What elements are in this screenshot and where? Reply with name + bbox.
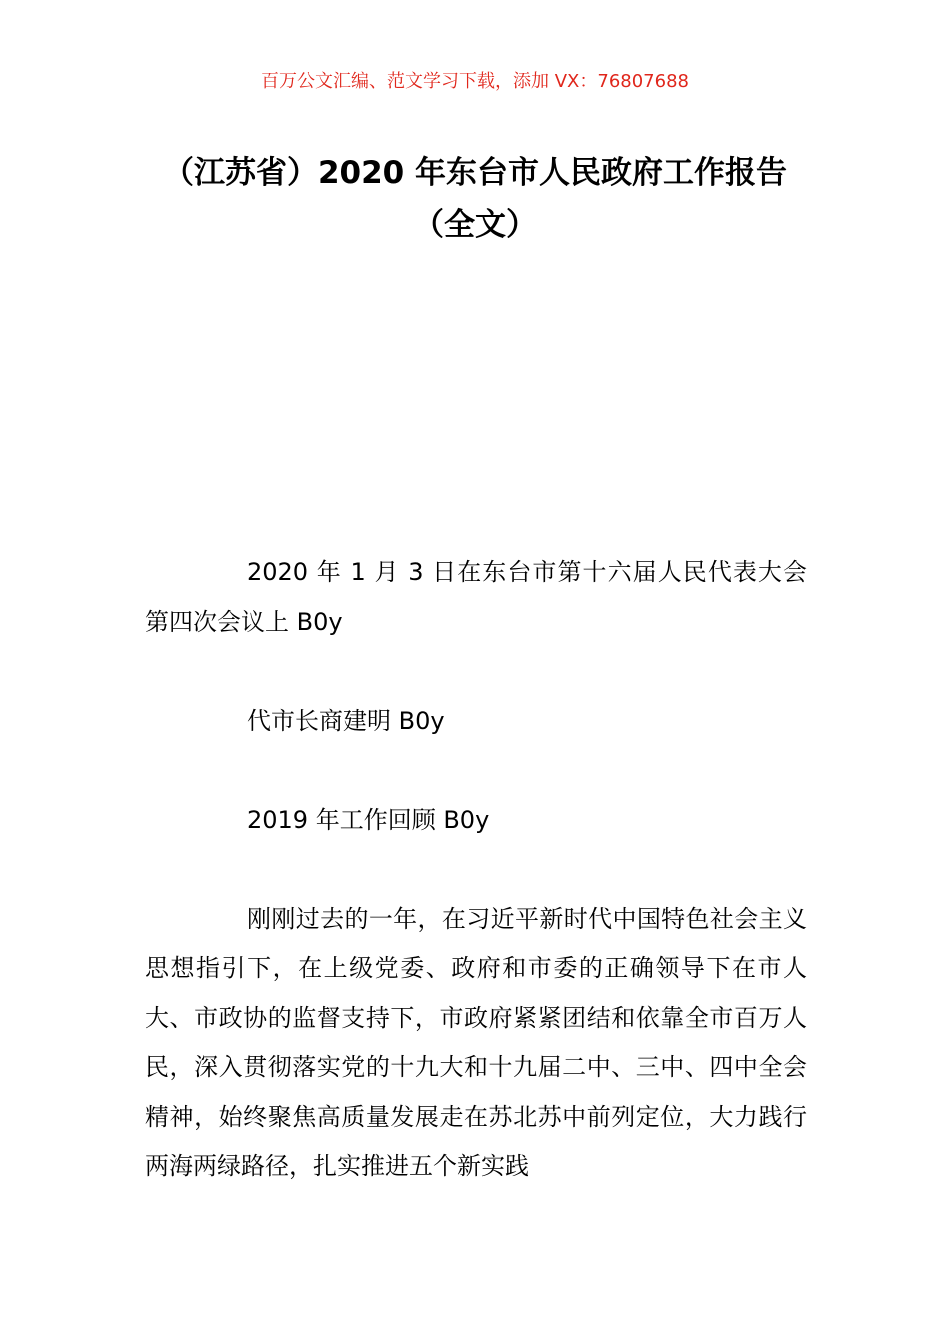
section-heading-paragraph: 2019 年工作回顾 B0y — [247, 805, 490, 834]
header-banner: 百万公文汇编、范文学习下载，添加 VX：76807688 — [261, 71, 689, 92]
speaker-paragraph: 代市长商建明 B0y — [247, 706, 445, 735]
document-title: （江苏省）2020 年东台市人民政府工作报告（全文） — [162, 155, 788, 243]
document-body — [145, 548, 807, 1192]
meeting-info-paragraph: 2020 年 1 月 3 日在东台市第十六届人民代表大会第四次会议上 B0y — [145, 558, 807, 636]
body-paragraph: 刚刚过去的一年，在习近平新时代中国特色社会主义思想指引下，在上级党委、政府和市委的正确领导下在市人大、市政协的监督支持下，市政府紧紧团结和依靠全市百万人民，深入贯彻落实党的十九大和十九届二中、三中、四中全会精神，始终聚焦高质量发展走在苏北苏中前列定位，大力践行两海两绿路径，扎实推进五个新实践 — [145, 904, 807, 1180]
